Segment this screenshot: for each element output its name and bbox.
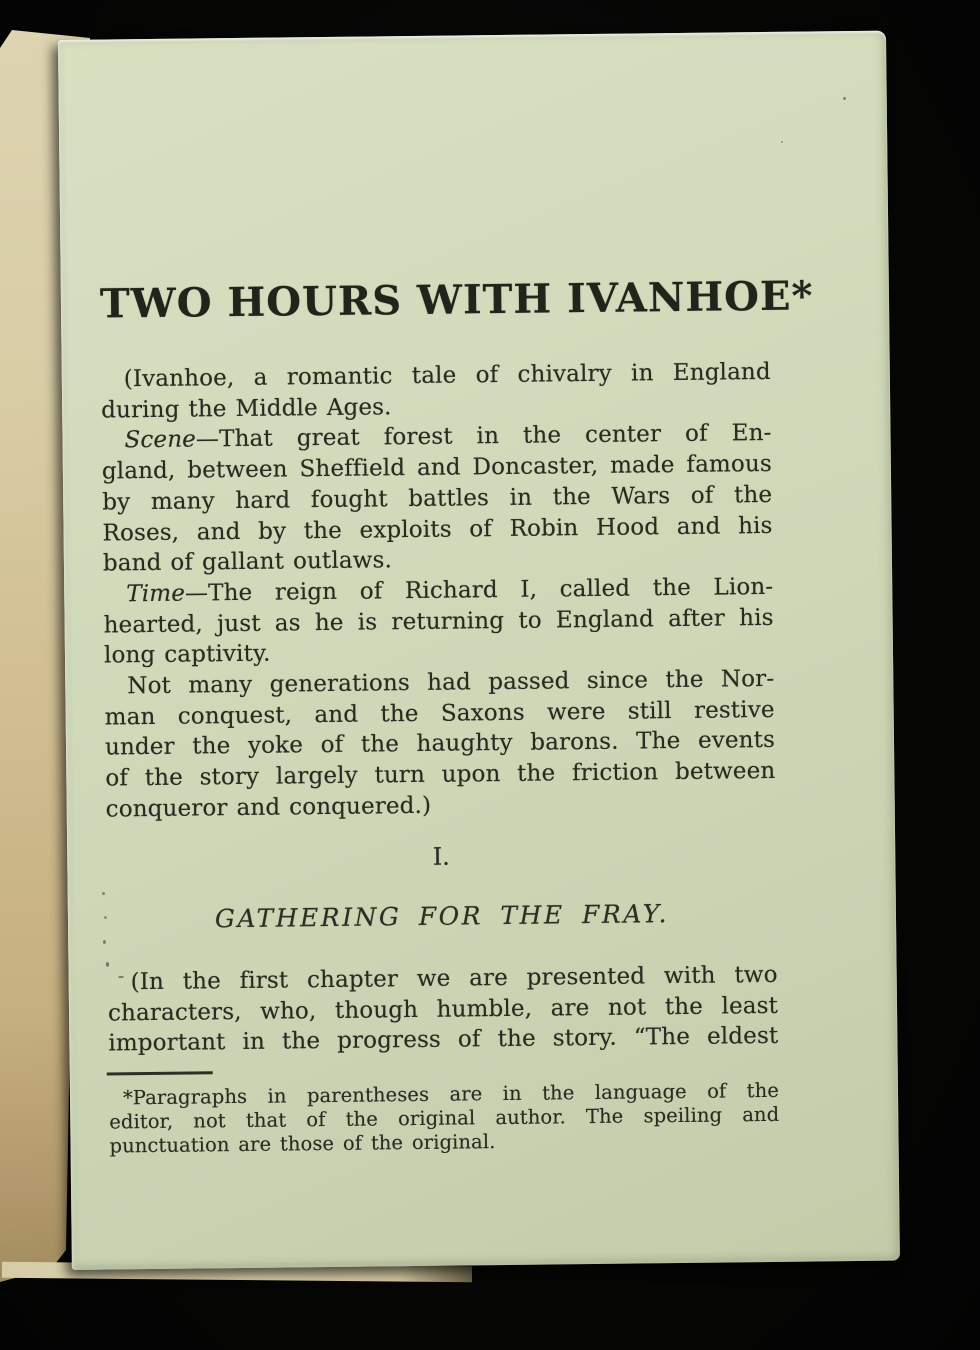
text-line: editor, not that of the original author. The speiling and [109,1102,780,1134]
text-line: man conquest, and the Saxons were still restive [104,696,775,731]
text-line-rest: —The reign of Richard I, called the Lion- [184,573,774,607]
text-line: characters, who, though humble, are not the least [107,992,779,1027]
text-line: hearted, just as he is returning to England after his [103,604,774,639]
text-line: long captivity. [103,640,271,669]
paper-speck [104,916,107,919]
text-line: conqueror and conquered.) [105,792,432,823]
chapter-heading: GATHERING FOR THE FRAY. [214,899,670,934]
time-label: Time [126,580,186,608]
text-line: *Paragraphs in parentheses are in the language of the [122,1078,780,1110]
paper-speck [103,940,106,944]
text-line: by many hard fought battles in the Wars of the [102,481,773,516]
paper-speck [106,962,109,967]
text-line: Roses, and by the exploits of Robin Hood and his [102,512,773,547]
paper-speck [781,141,783,143]
text-line: Not many generations had passed since the Nor- [127,665,775,700]
text-line: under the yoke of the haughty barons. The events [104,727,776,761]
book-page [58,31,900,1270]
section-number: I. [432,842,450,871]
text-line: important in the progress of the story. “The eldest [108,1023,779,1057]
chapter-text [108,960,779,1060]
text-line: band of gallant outlaws. [102,547,393,577]
text-line: punctuation are those of the original. [109,1129,496,1158]
text-line: (In the first chapter we are presented with two [130,961,778,996]
scene-label: Scene [124,426,197,454]
footnote-rule [107,1071,213,1075]
text-line-rest: —That great forest in the center of En- [195,420,772,453]
text-line: gland, between Sheffield and Doncaster, made famous [101,451,773,485]
page-title: TWO HOURS WITH IVANHOE* [99,272,814,328]
text-line: during the Middle Ages. [101,393,392,424]
text-line: (Ivanhoe, a romantic tale of chivalry in England [123,358,771,393]
footnote-text [109,1079,780,1158]
text-line: of the story largely turn upon the friction between [105,758,776,792]
synopsis-text [101,357,776,825]
paper-speck [102,892,105,895]
paper-speck [843,97,846,100]
paper-speck [118,976,124,978]
